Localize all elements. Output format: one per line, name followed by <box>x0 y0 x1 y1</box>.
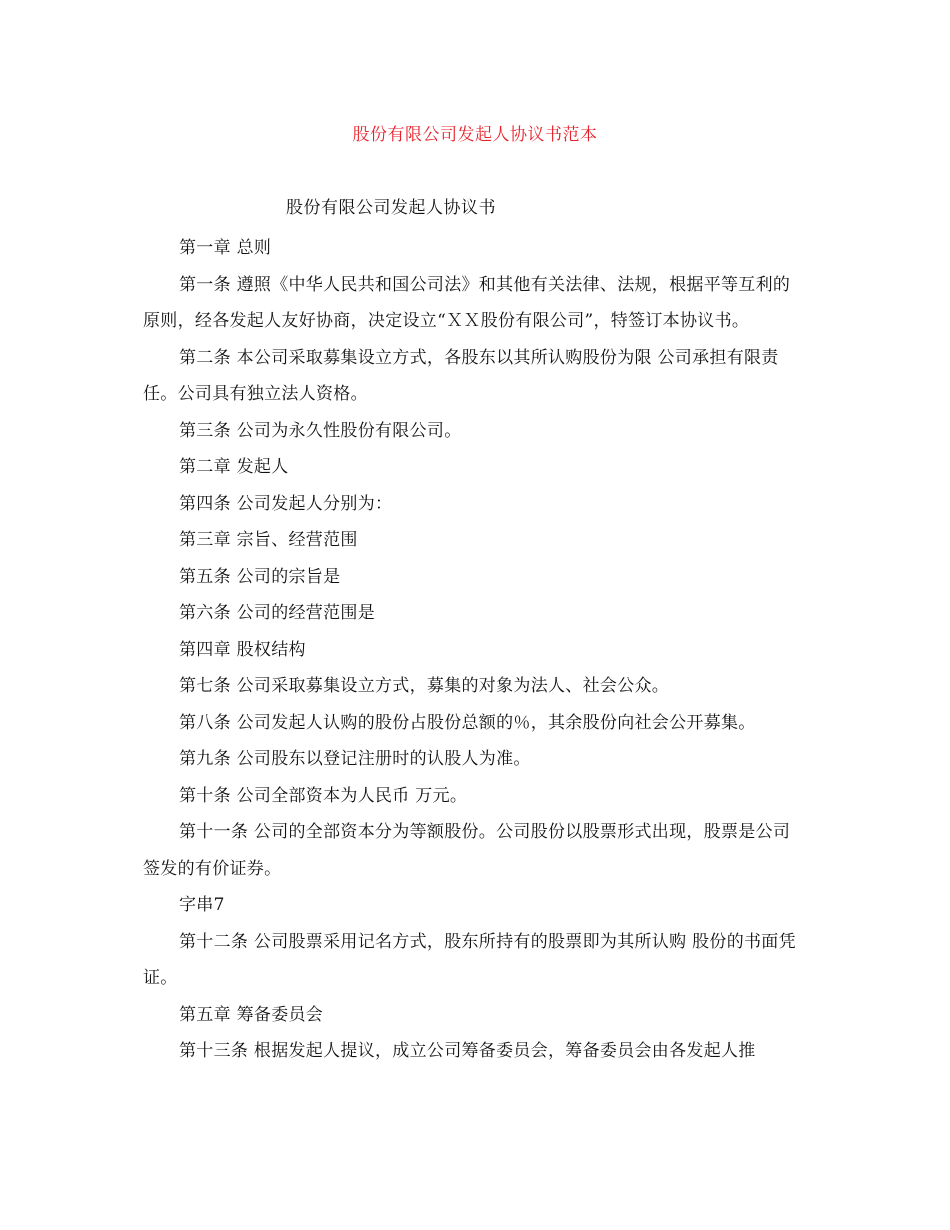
article-3: 第三条 公司为永久性股份有限公司。 <box>179 420 462 441</box>
article-1: 第一条 遵照《中华人民共和国公司法》和其他有关法律、法规，根据平等互利的原则，经各发起人友好协商，决定设立“ＸＸ股份有限公司”，特签订本协议书。 <box>143 274 791 331</box>
article-2: 第二条 本公司采取募集设立方式，各股东以其所认购股份为限 公司承担有限责任。公司具有独立法人资格。 <box>143 347 779 404</box>
chapter-2-heading: 第二章 发起人 <box>179 457 289 477</box>
article-4: 第四条 公司发起人分别为： <box>179 493 393 514</box>
chapter-4-heading: 第四章 股权结构 <box>179 639 306 660</box>
article-13: 第十三条 根据发起人提议，成立公司筹备委员会，筹备委员会由各发起人推 <box>179 1041 756 1061</box>
article-8: 第八条 公司发起人认购的股份占股份总额的％，其余股份向社会公开募集。 <box>179 712 756 733</box>
document-title: 股份有限公司发起人协议书范本 <box>352 125 598 145</box>
article-7: 第七条 公司采取募集设立方式，募集的对象为法人、社会公众。 <box>179 676 670 696</box>
article-11: 第十一条 公司的全部资本分为等额股份。公司股份以股票形式出现，股票是公司签发的有价证券。 <box>143 822 791 879</box>
document-body <box>143 230 807 1070</box>
article-6: 第六条 公司的经营范围是 <box>179 603 376 623</box>
article-5: 第五条 公司的宗旨是 <box>179 566 341 587</box>
article-10: 第十条 公司全部资本为人民币 万元。 <box>179 785 468 806</box>
article-12: 第十二条 公司股票采用记名方式，股东所持有的股票即为其所认购 股份的书面凭证。 <box>143 931 796 988</box>
chapter-5-heading: 第五章 筹备委员会 <box>179 1004 324 1025</box>
chapter-1-heading: 第一章 总则 <box>179 238 272 258</box>
article-9: 第九条 公司股东以登记注册时的认股人为准。 <box>179 749 531 769</box>
stray-text: 字串7 <box>179 895 225 915</box>
document-subtitle: 股份有限公司发起人协议书 <box>286 198 496 218</box>
chapter-3-heading: 第三章 宗旨、经营范围 <box>179 530 358 550</box>
